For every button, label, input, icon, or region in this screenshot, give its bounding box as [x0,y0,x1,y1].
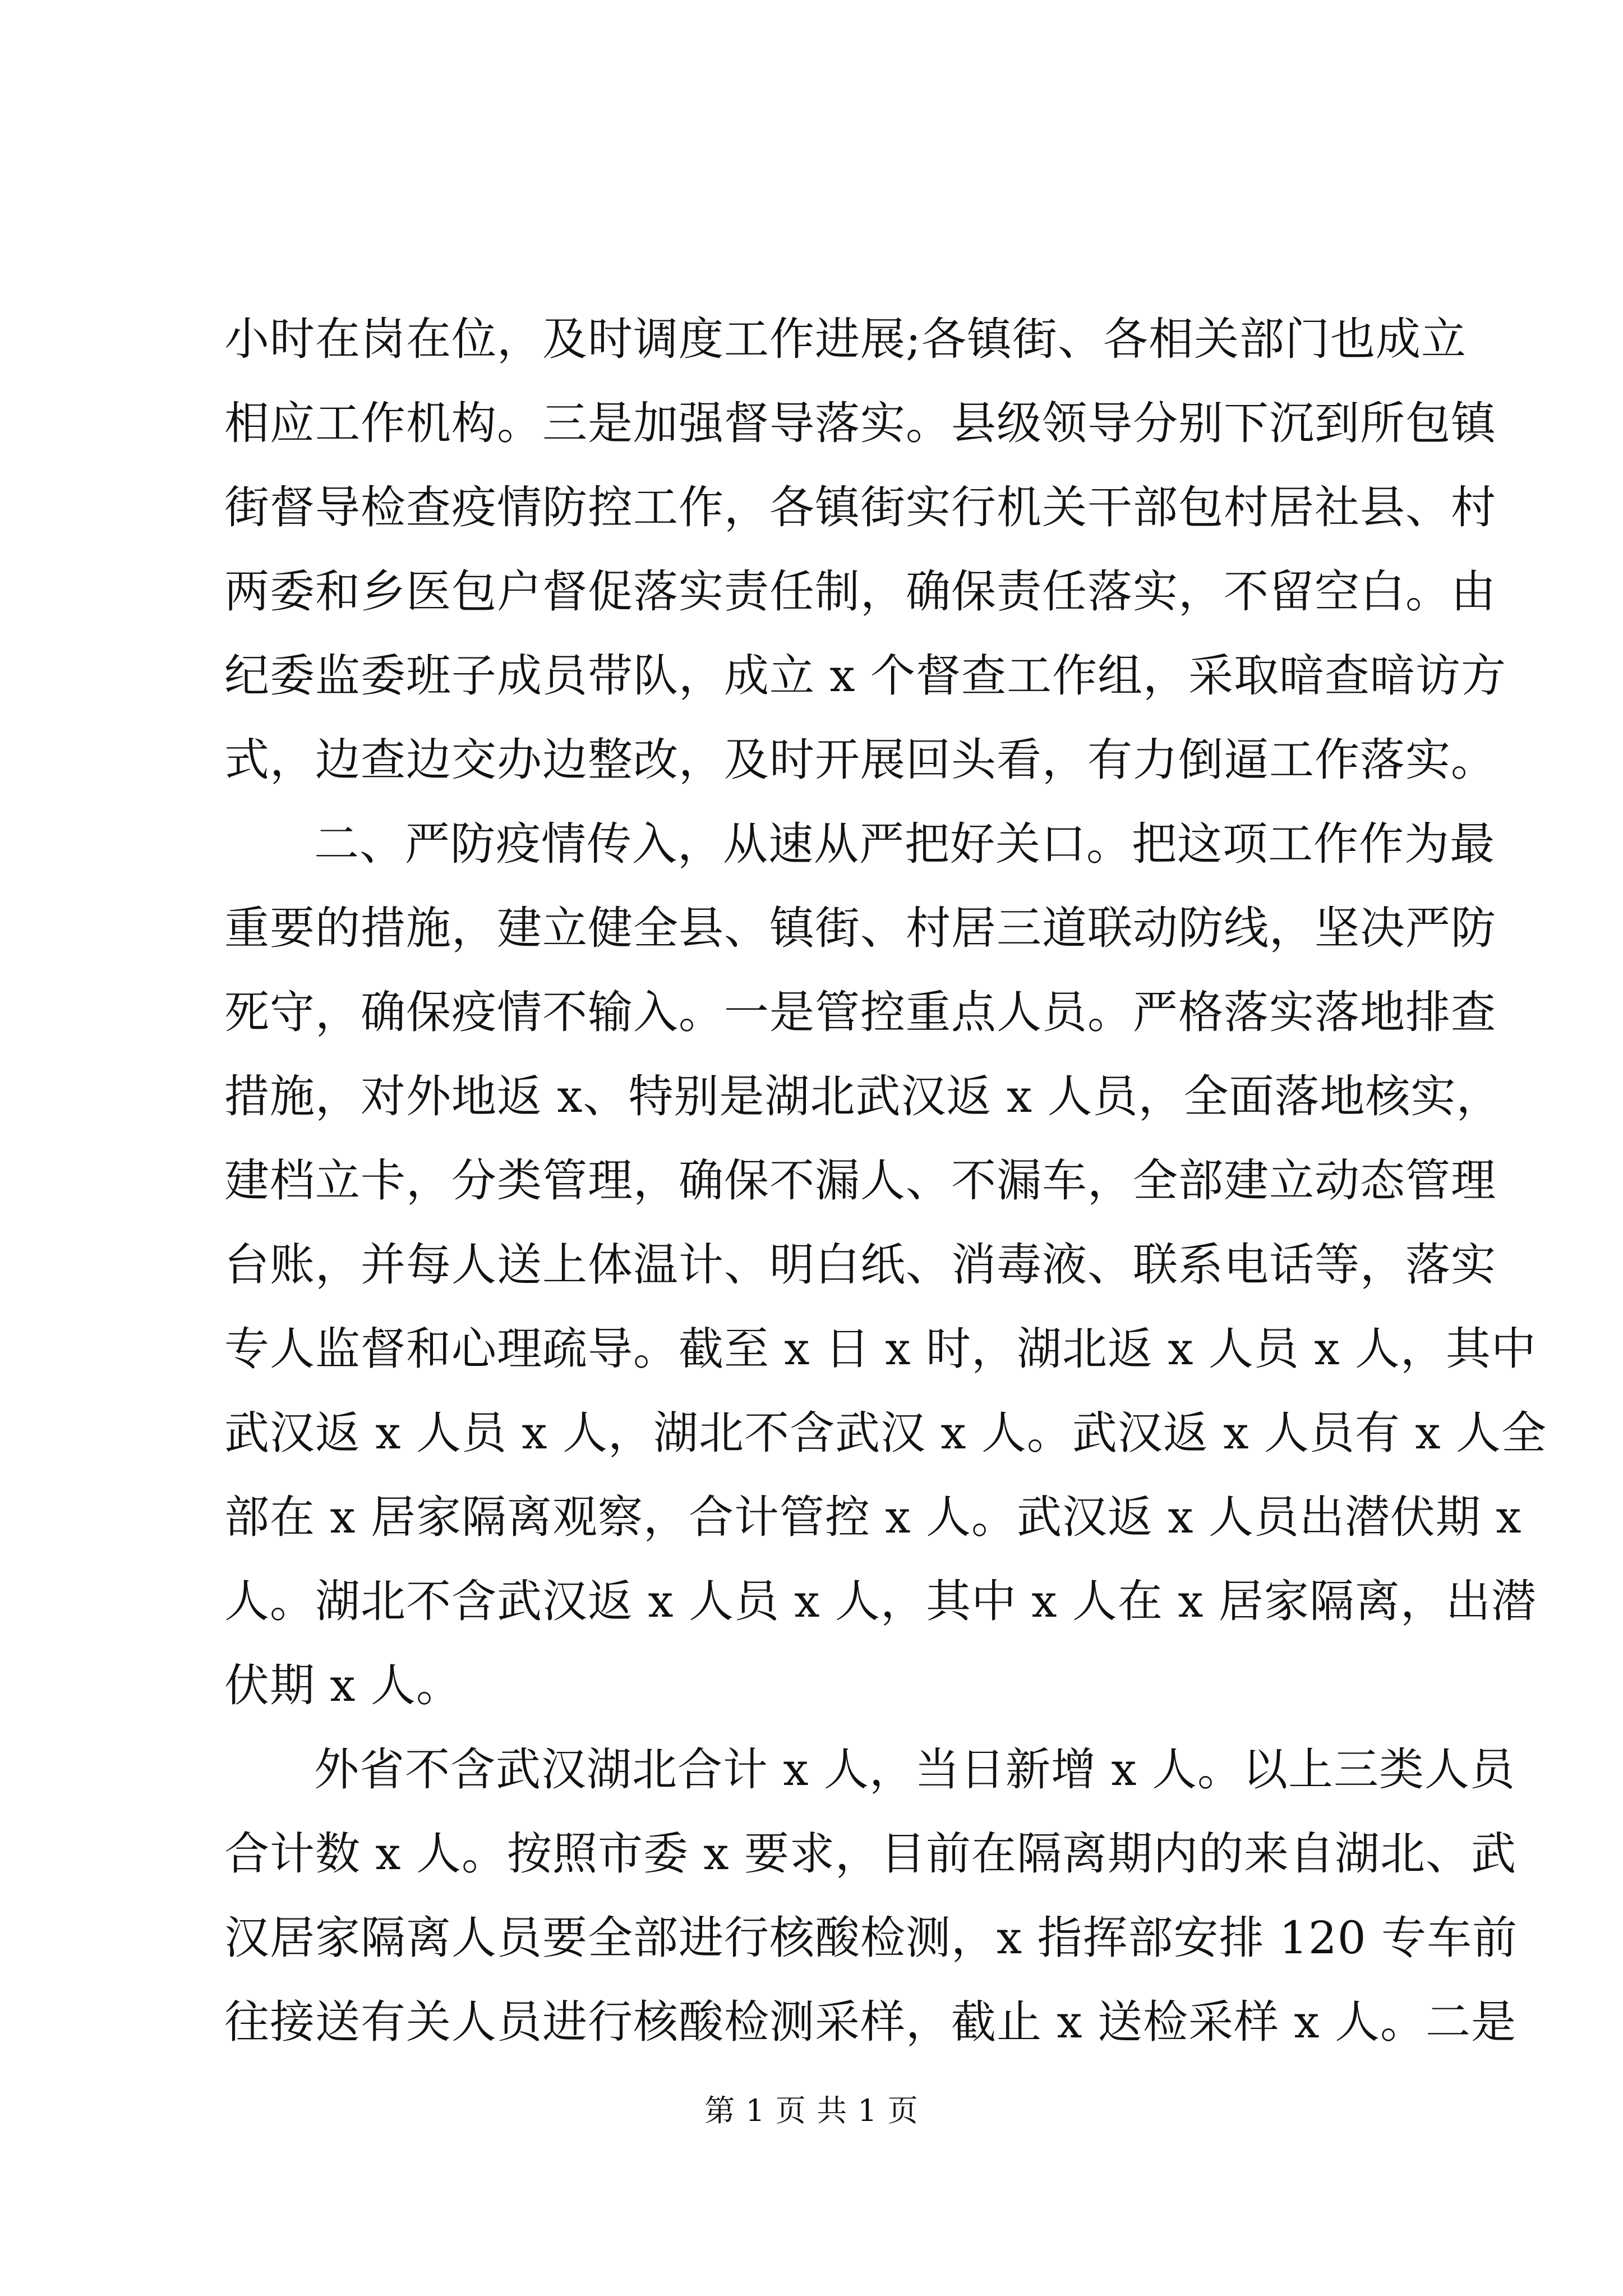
text-line: 街督导检查疫情防控工作，各镇街实行机关干部包村居社县、村 [224,481,1496,533]
text-line: 外省不含武汉湖北合计 x 人，当日新增 x 人。以上三类人员 [314,1743,1515,1796]
text-line: 部在 x 居家隔离观察，合计管控 x 人。武汉返 x 人员出潜伏期 x [224,1491,1522,1543]
document-body [224,297,1547,2064]
text-line: 合计数 x 人。按照市委 x 要求，目前在隔离期内的来自湖北、武 [224,1828,1516,1880]
text-line: 伏期 x 人。 [224,1659,462,1711]
text-line: 专人监督和心理疏导。截至 x 日 x 时，湖北返 x 人员 x 人，其中 [224,1323,1537,1375]
page-footer: 第 1 页 共 1 页 [704,2093,919,2128]
text-line: 死守，确保疫情不输入。一是管控重点人员。严格落实落地排查 [224,986,1496,1038]
text-line: 相应工作机构。三是加强督导落实。县级领导分别下沉到所包镇 [224,397,1496,449]
text-line: 人。湖北不含武汉返 x 人员 x 人，其中 x 人在 x 居家隔离，出潜 [224,1575,1537,1627]
text-line: 小时在岗在位，及时调度工作进展;各镇街、各相关部门也成立 [224,313,1467,365]
text-line: 台账，并每人送上体温计、明白纸、消毒液、联系电话等，落实 [224,1239,1496,1291]
text-line: 汉居家隔离人员要全部进行核酸检测，x 指挥部安排 120 专车前 [224,1912,1518,1964]
text-line: 往接送有关人员进行核酸检测采样，截止 x 送检采样 x 人。二是 [224,1996,1516,2048]
text-line: 重要的措施，建立健全县、镇街、村居三道联动防线，坚决严防 [224,902,1496,954]
text-line: 二、严防疫情传入，从速从严把好关口。把这项工作作为最 [314,818,1495,870]
text-line: 纪委监委班子成员带队，成立 x 个督查工作组，采取暗查暗访方 [224,650,1506,702]
text-line: 两委和乡医包户督促落实责任制，确保责任落实，不留空白。由 [224,565,1496,618]
text-line: 武汉返 x 人员 x 人，湖北不含武汉 x 人。武汉返 x 人员有 x 人全 [224,1407,1547,1459]
text-line: 措施，对外地返 x、特别是湖北武汉返 x 人员，全面落地核实， [224,1070,1502,1122]
text-line: 建档立卡，分类管理，确保不漏人、不漏车，全部建立动态管理 [224,1154,1496,1207]
text-line: 式，边查边交办边整改，及时开展回头看，有力倒逼工作落实。 [224,734,1496,786]
